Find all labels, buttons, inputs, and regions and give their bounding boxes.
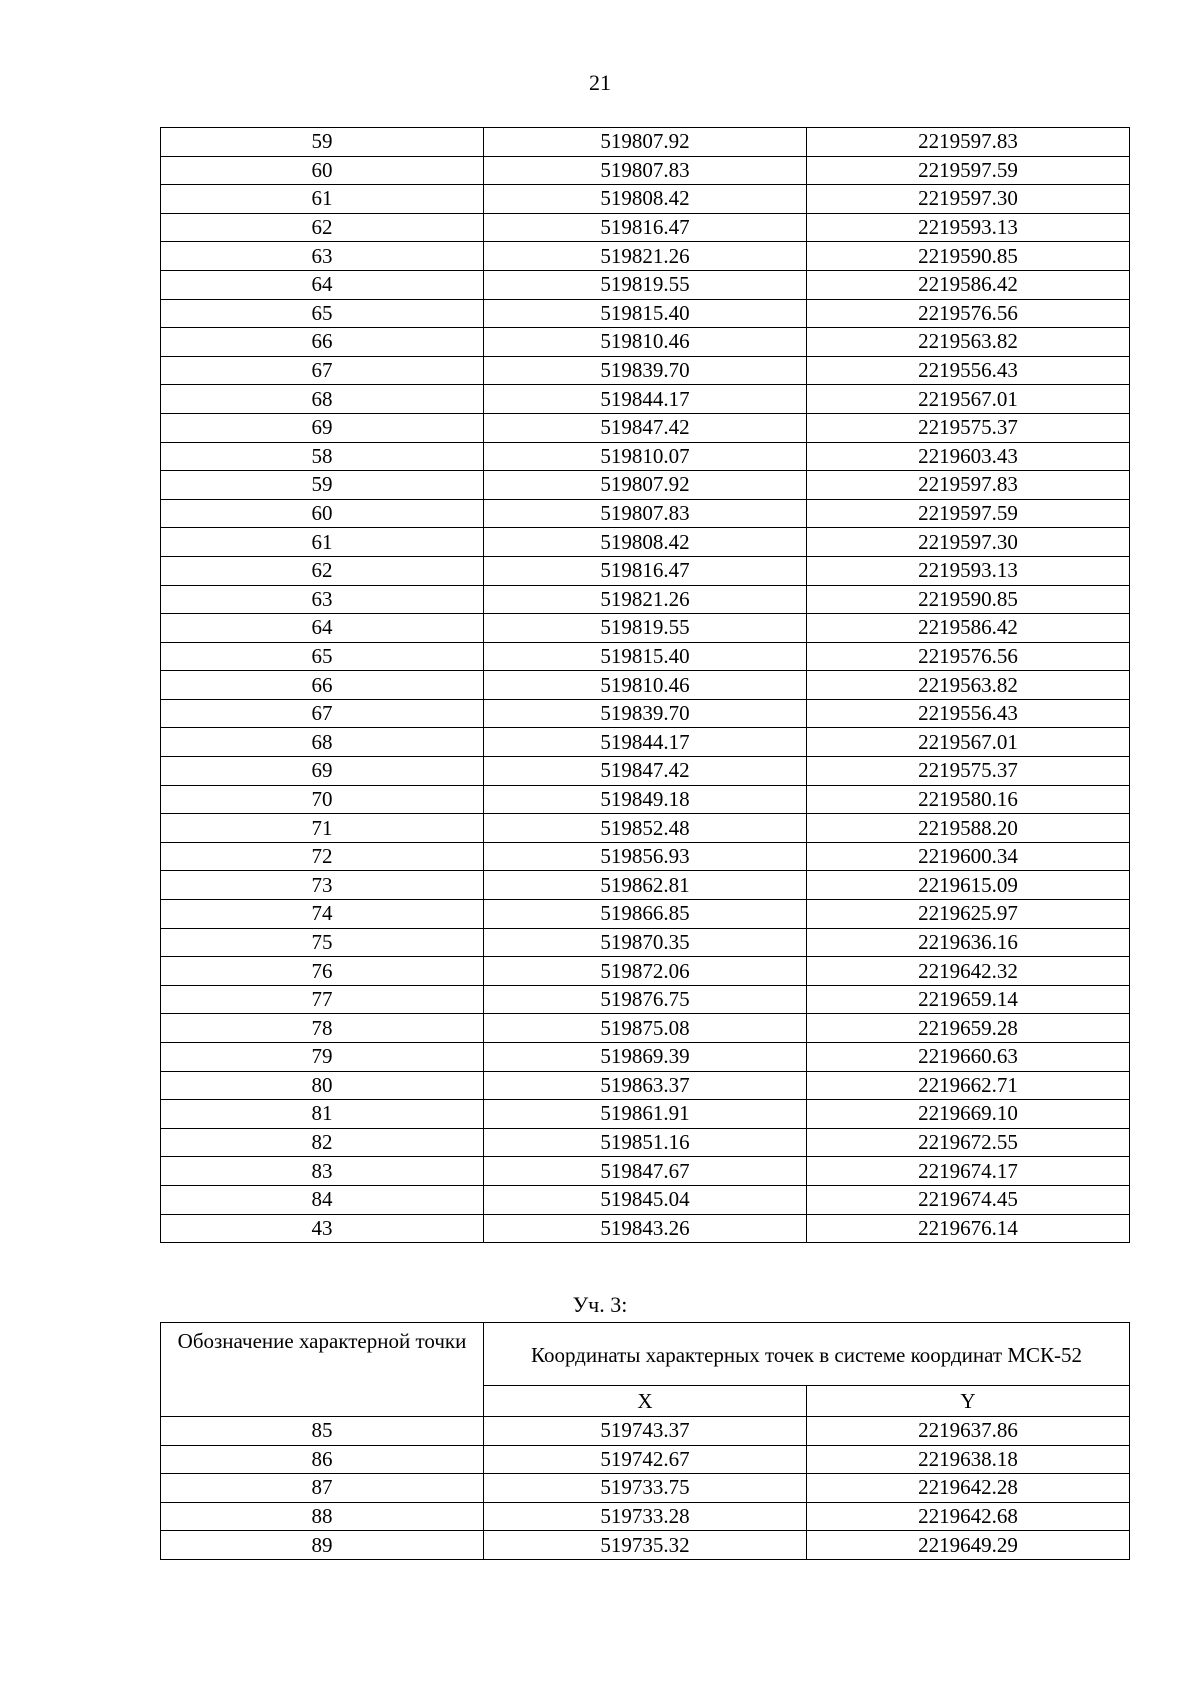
point-number-cell: 58 bbox=[161, 442, 484, 471]
y-coordinate-cell: 2219674.17 bbox=[807, 1157, 1130, 1186]
point-number-cell: 65 bbox=[161, 642, 484, 671]
point-number-cell: 81 bbox=[161, 1100, 484, 1129]
point-number-cell: 59 bbox=[161, 471, 484, 500]
y-coordinate-cell: 2219615.09 bbox=[807, 871, 1130, 900]
point-number-cell: 86 bbox=[161, 1445, 484, 1474]
header-point-designation: Обозначение характерной точки bbox=[161, 1323, 484, 1417]
x-coordinate-cell: 519845.04 bbox=[484, 1185, 807, 1214]
y-coordinate-cell: 2219593.13 bbox=[807, 556, 1130, 585]
x-coordinate-cell: 519815.40 bbox=[484, 642, 807, 671]
table-row bbox=[161, 556, 1130, 585]
point-number-cell: 83 bbox=[161, 1157, 484, 1186]
y-coordinate-cell: 2219563.82 bbox=[807, 328, 1130, 357]
y-coordinate-cell: 2219636.16 bbox=[807, 928, 1130, 957]
table-row bbox=[161, 985, 1130, 1014]
y-coordinate-cell: 2219638.18 bbox=[807, 1445, 1130, 1474]
table-row bbox=[161, 270, 1130, 299]
point-number-cell: 69 bbox=[161, 757, 484, 786]
y-coordinate-cell: 2219625.97 bbox=[807, 900, 1130, 929]
y-coordinate-cell: 2219586.42 bbox=[807, 270, 1130, 299]
x-coordinate-cell: 519843.26 bbox=[484, 1214, 807, 1243]
y-coordinate-cell: 2219600.34 bbox=[807, 842, 1130, 871]
x-coordinate-cell: 519810.46 bbox=[484, 671, 807, 700]
point-number-cell: 61 bbox=[161, 528, 484, 557]
x-coordinate-cell: 519819.55 bbox=[484, 614, 807, 643]
y-coordinate-cell: 2219642.32 bbox=[807, 957, 1130, 986]
point-number-cell: 76 bbox=[161, 957, 484, 986]
y-coordinate-cell: 2219597.83 bbox=[807, 128, 1130, 157]
x-coordinate-cell: 519863.37 bbox=[484, 1071, 807, 1100]
table-row bbox=[161, 928, 1130, 957]
table-row bbox=[161, 185, 1130, 214]
x-coordinate-cell: 519816.47 bbox=[484, 556, 807, 585]
y-coordinate-cell: 2219597.83 bbox=[807, 471, 1130, 500]
point-number-cell: 77 bbox=[161, 985, 484, 1014]
table-row bbox=[161, 814, 1130, 843]
x-coordinate-cell: 519821.26 bbox=[484, 242, 807, 271]
point-number-cell: 84 bbox=[161, 1185, 484, 1214]
table-row bbox=[161, 957, 1130, 986]
x-coordinate-cell: 519844.17 bbox=[484, 385, 807, 414]
y-coordinate-cell: 2219637.86 bbox=[807, 1417, 1130, 1446]
y-coordinate-cell: 2219586.42 bbox=[807, 614, 1130, 643]
table-row bbox=[161, 1128, 1130, 1157]
x-coordinate-cell: 519735.32 bbox=[484, 1531, 807, 1560]
y-coordinate-cell: 2219659.28 bbox=[807, 1014, 1130, 1043]
point-number-cell: 67 bbox=[161, 699, 484, 728]
table-row bbox=[161, 785, 1130, 814]
x-coordinate-cell: 519810.46 bbox=[484, 328, 807, 357]
x-coordinate-cell: 519733.75 bbox=[484, 1474, 807, 1503]
y-coordinate-cell: 2219567.01 bbox=[807, 385, 1130, 414]
y-coordinate-cell: 2219662.71 bbox=[807, 1071, 1130, 1100]
y-coordinate-cell: 2219603.43 bbox=[807, 442, 1130, 471]
y-coordinate-cell: 2219597.59 bbox=[807, 499, 1130, 528]
table-row bbox=[161, 1531, 1130, 1560]
x-coordinate-cell: 519810.07 bbox=[484, 442, 807, 471]
point-number-cell: 68 bbox=[161, 728, 484, 757]
point-number-cell: 68 bbox=[161, 385, 484, 414]
point-number-cell: 89 bbox=[161, 1531, 484, 1560]
point-number-cell: 69 bbox=[161, 413, 484, 442]
table-row bbox=[161, 1417, 1130, 1446]
point-number-cell: 66 bbox=[161, 328, 484, 357]
coordinates-table-continued bbox=[160, 127, 1130, 1243]
table-row bbox=[161, 1214, 1130, 1243]
x-coordinate-cell: 519815.40 bbox=[484, 299, 807, 328]
table-row bbox=[161, 299, 1130, 328]
table-row bbox=[161, 585, 1130, 614]
x-coordinate-cell: 519861.91 bbox=[484, 1100, 807, 1129]
x-coordinate-cell: 519849.18 bbox=[484, 785, 807, 814]
y-coordinate-cell: 2219593.13 bbox=[807, 213, 1130, 242]
y-coordinate-cell: 2219567.01 bbox=[807, 728, 1130, 757]
table-row bbox=[161, 1445, 1130, 1474]
point-number-cell: 71 bbox=[161, 814, 484, 843]
x-coordinate-cell: 519819.55 bbox=[484, 270, 807, 299]
header-x: X bbox=[484, 1386, 807, 1417]
section-title: Уч. 3: bbox=[572, 1292, 628, 1317]
point-number-cell: 82 bbox=[161, 1128, 484, 1157]
y-coordinate-cell: 2219556.43 bbox=[807, 356, 1130, 385]
y-coordinate-cell: 2219659.14 bbox=[807, 985, 1130, 1014]
table-row bbox=[161, 871, 1130, 900]
x-coordinate-cell: 519743.37 bbox=[484, 1417, 807, 1446]
y-coordinate-cell: 2219576.56 bbox=[807, 642, 1130, 671]
x-coordinate-cell: 519807.92 bbox=[484, 128, 807, 157]
point-number-cell: 67 bbox=[161, 356, 484, 385]
point-number-cell: 43 bbox=[161, 1214, 484, 1243]
table-row bbox=[161, 1185, 1130, 1214]
header-y: Y bbox=[807, 1386, 1130, 1417]
x-coordinate-cell: 519733.28 bbox=[484, 1502, 807, 1531]
point-number-cell: 59 bbox=[161, 128, 484, 157]
table-row bbox=[161, 499, 1130, 528]
x-coordinate-cell: 519866.85 bbox=[484, 900, 807, 929]
y-coordinate-cell: 2219597.59 bbox=[807, 156, 1130, 185]
y-coordinate-cell: 2219576.56 bbox=[807, 299, 1130, 328]
point-number-cell: 60 bbox=[161, 156, 484, 185]
table-row bbox=[161, 356, 1130, 385]
table-row bbox=[161, 699, 1130, 728]
point-number-cell: 65 bbox=[161, 299, 484, 328]
y-coordinate-cell: 2219588.20 bbox=[807, 814, 1130, 843]
table-row bbox=[161, 842, 1130, 871]
x-coordinate-cell: 519821.26 bbox=[484, 585, 807, 614]
x-coordinate-cell: 519808.42 bbox=[484, 528, 807, 557]
x-coordinate-cell: 519808.42 bbox=[484, 185, 807, 214]
table-row bbox=[161, 413, 1130, 442]
y-coordinate-cell: 2219672.55 bbox=[807, 1128, 1130, 1157]
y-coordinate-cell: 2219597.30 bbox=[807, 528, 1130, 557]
table-row bbox=[161, 242, 1130, 271]
y-coordinate-cell: 2219674.45 bbox=[807, 1185, 1130, 1214]
x-coordinate-cell: 519875.08 bbox=[484, 1014, 807, 1043]
point-number-cell: 75 bbox=[161, 928, 484, 957]
table-row bbox=[161, 1502, 1130, 1531]
point-number-cell: 64 bbox=[161, 270, 484, 299]
x-coordinate-cell: 519856.93 bbox=[484, 842, 807, 871]
point-number-cell: 63 bbox=[161, 585, 484, 614]
x-coordinate-cell: 519807.92 bbox=[484, 471, 807, 500]
y-coordinate-cell: 2219590.85 bbox=[807, 585, 1130, 614]
point-number-cell: 85 bbox=[161, 1417, 484, 1446]
x-coordinate-cell: 519847.67 bbox=[484, 1157, 807, 1186]
point-number-cell: 74 bbox=[161, 900, 484, 929]
table-row bbox=[161, 442, 1130, 471]
point-number-cell: 66 bbox=[161, 671, 484, 700]
x-coordinate-cell: 519847.42 bbox=[484, 413, 807, 442]
x-coordinate-cell: 519807.83 bbox=[484, 499, 807, 528]
y-coordinate-cell: 2219556.43 bbox=[807, 699, 1130, 728]
table-row bbox=[161, 757, 1130, 786]
table-row bbox=[161, 128, 1130, 157]
point-number-cell: 61 bbox=[161, 185, 484, 214]
y-coordinate-cell: 2219676.14 bbox=[807, 1214, 1130, 1243]
table-row bbox=[161, 156, 1130, 185]
table-row bbox=[161, 1100, 1130, 1129]
table-row bbox=[161, 213, 1130, 242]
y-coordinate-cell: 2219575.37 bbox=[807, 757, 1130, 786]
point-number-cell: 87 bbox=[161, 1474, 484, 1503]
x-coordinate-cell: 519847.42 bbox=[484, 757, 807, 786]
x-coordinate-cell: 519852.48 bbox=[484, 814, 807, 843]
x-coordinate-cell: 519844.17 bbox=[484, 728, 807, 757]
point-number-cell: 60 bbox=[161, 499, 484, 528]
table-row bbox=[161, 728, 1130, 757]
y-coordinate-cell: 2219580.16 bbox=[807, 785, 1130, 814]
table-row bbox=[161, 1071, 1130, 1100]
point-number-cell: 70 bbox=[161, 785, 484, 814]
page-number: 21 bbox=[589, 70, 611, 95]
point-number-cell: 73 bbox=[161, 871, 484, 900]
x-coordinate-cell: 519872.06 bbox=[484, 957, 807, 986]
y-coordinate-cell: 2219642.28 bbox=[807, 1474, 1130, 1503]
table-row bbox=[161, 614, 1130, 643]
table-row bbox=[161, 471, 1130, 500]
y-coordinate-cell: 2219642.68 bbox=[807, 1502, 1130, 1531]
x-coordinate-cell: 519869.39 bbox=[484, 1043, 807, 1072]
y-coordinate-cell: 2219649.29 bbox=[807, 1531, 1130, 1560]
y-coordinate-cell: 2219575.37 bbox=[807, 413, 1130, 442]
x-coordinate-cell: 519839.70 bbox=[484, 356, 807, 385]
y-coordinate-cell: 2219660.63 bbox=[807, 1043, 1130, 1072]
x-coordinate-cell: 519816.47 bbox=[484, 213, 807, 242]
x-coordinate-cell: 519742.67 bbox=[484, 1445, 807, 1474]
table-row bbox=[161, 671, 1130, 700]
table-row bbox=[161, 900, 1130, 929]
y-coordinate-cell: 2219590.85 bbox=[807, 242, 1130, 271]
point-number-cell: 78 bbox=[161, 1014, 484, 1043]
y-coordinate-cell: 2219597.30 bbox=[807, 185, 1130, 214]
table-row bbox=[161, 1014, 1130, 1043]
coordinates-table-section-3 bbox=[160, 1322, 1130, 1560]
table-row bbox=[161, 1043, 1130, 1072]
x-coordinate-cell: 519862.81 bbox=[484, 871, 807, 900]
table-row bbox=[161, 642, 1130, 671]
point-number-cell: 62 bbox=[161, 556, 484, 585]
x-coordinate-cell: 519870.35 bbox=[484, 928, 807, 957]
point-number-cell: 63 bbox=[161, 242, 484, 271]
table-row bbox=[161, 1157, 1130, 1186]
point-number-cell: 72 bbox=[161, 842, 484, 871]
table-row bbox=[161, 328, 1130, 357]
point-number-cell: 80 bbox=[161, 1071, 484, 1100]
x-coordinate-cell: 519839.70 bbox=[484, 699, 807, 728]
table-row bbox=[161, 385, 1130, 414]
x-coordinate-cell: 519851.16 bbox=[484, 1128, 807, 1157]
point-number-cell: 79 bbox=[161, 1043, 484, 1072]
header-coordinates: Координаты характерных точек в системе координат МСК-52 bbox=[484, 1323, 1130, 1386]
table-row bbox=[161, 528, 1130, 557]
point-number-cell: 88 bbox=[161, 1502, 484, 1531]
y-coordinate-cell: 2219563.82 bbox=[807, 671, 1130, 700]
table-row bbox=[161, 1474, 1130, 1503]
x-coordinate-cell: 519807.83 bbox=[484, 156, 807, 185]
point-number-cell: 64 bbox=[161, 614, 484, 643]
y-coordinate-cell: 2219669.10 bbox=[807, 1100, 1130, 1129]
x-coordinate-cell: 519876.75 bbox=[484, 985, 807, 1014]
point-number-cell: 62 bbox=[161, 213, 484, 242]
